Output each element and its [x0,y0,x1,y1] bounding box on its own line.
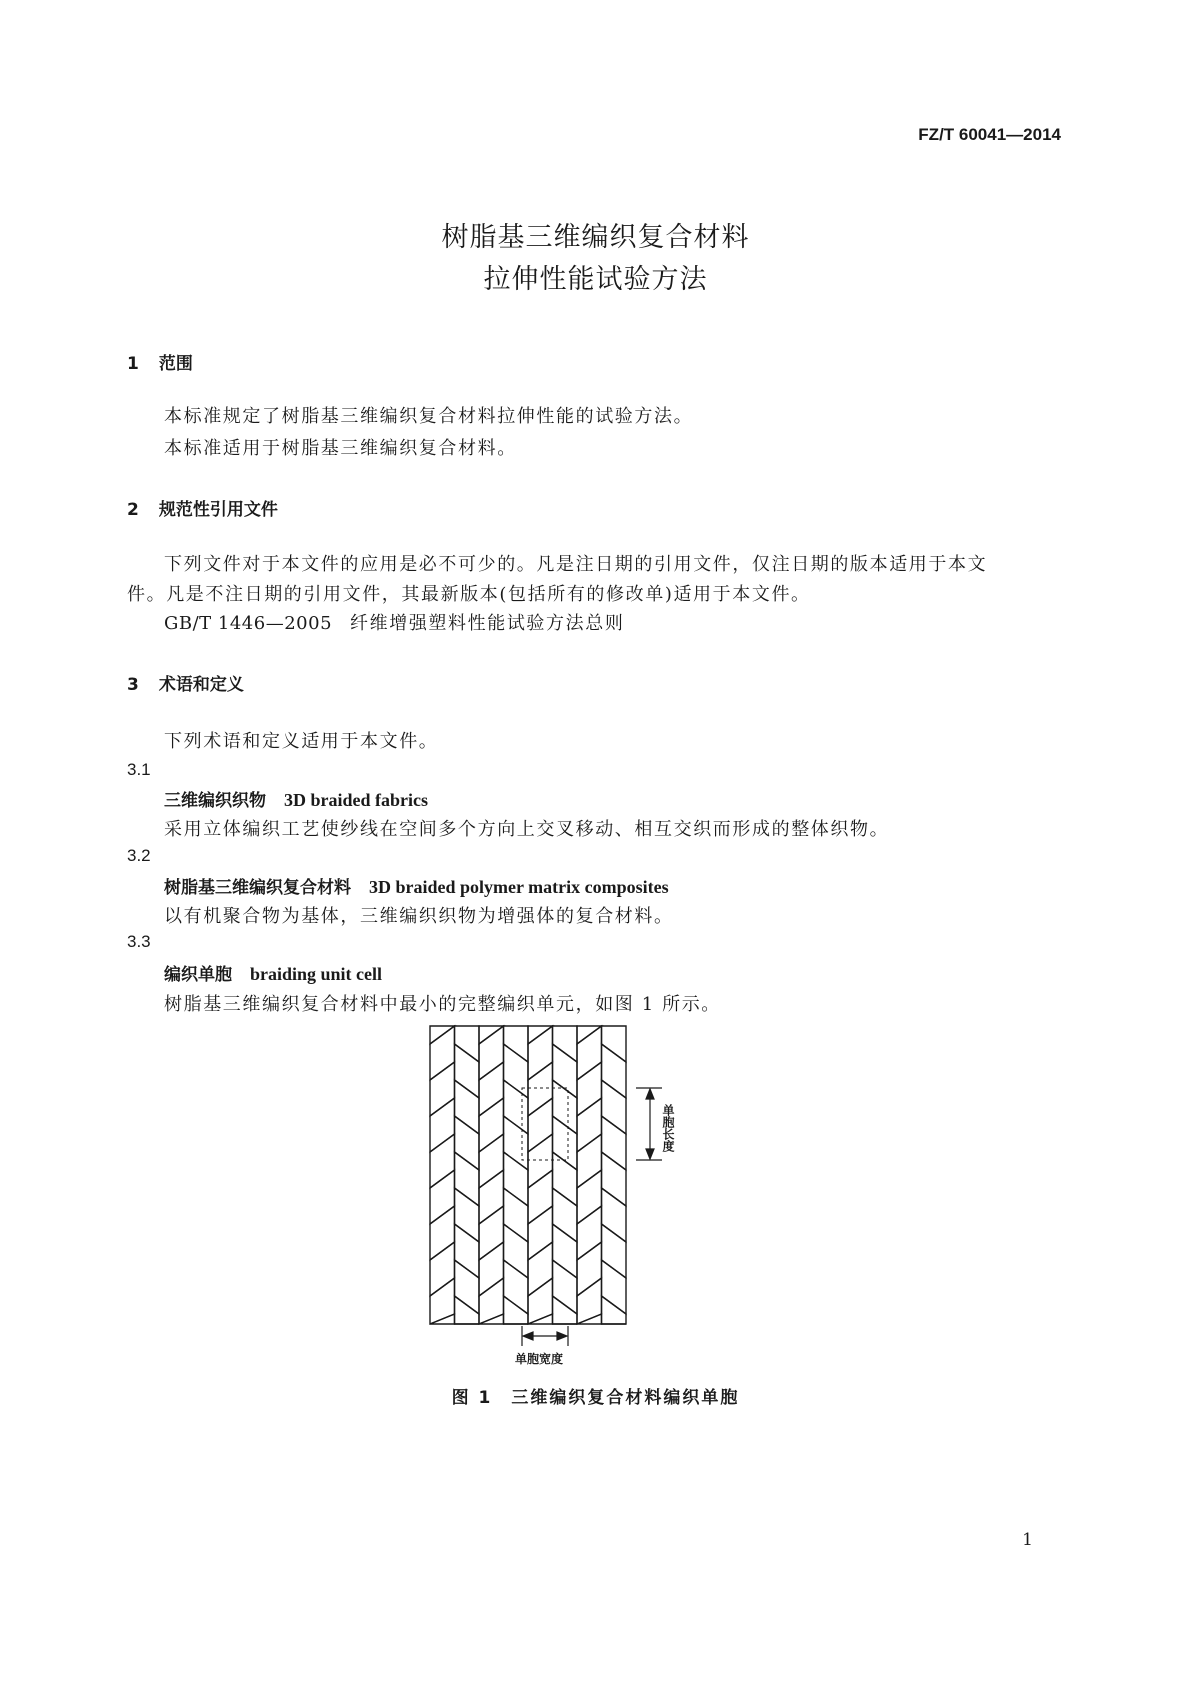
braid-strand [577,1062,602,1116]
section-2-para-1: 下列文件对于本文件的应用是必不可少的。凡是注日期的引用文件，仅注日期的版本适用于本文 [164,554,988,575]
braid-strand [528,1278,553,1324]
braid-strand [528,1098,553,1152]
term-3-2-en: 3D braided polymer matrix composites [369,877,669,897]
length-dimension [636,1088,662,1160]
braid-strand [577,1242,602,1296]
braid-strand [479,1062,504,1116]
figure-caption: 图 1 三维编织复合材料编织单胞 [451,1388,740,1408]
braid-strand [504,1026,529,1062]
braid-strand [430,1098,455,1152]
title-line-2: 拉伸性能试验方法 [483,264,708,295]
braid-strand [577,1170,602,1224]
braid-strand [479,1170,504,1224]
section-1-para-2: 本标准适用于树脂基三维编织复合材料。 [164,438,517,459]
braid-strand [455,1116,480,1170]
unit-cell-length-label: 单胞长度 [661,1104,675,1152]
braid-strand [577,1314,602,1324]
braid-strand [602,1260,627,1314]
section-3-number: 3 [127,675,139,695]
braid-strand [577,1134,602,1188]
braid-strand [479,1134,504,1188]
braid-strand [504,1296,529,1324]
term-3-2-definition: 以有机聚合物为基体，三维编织织物为增强体的复合材料。 [164,906,674,927]
braid-strand [504,1188,529,1242]
braid-strand [430,1026,455,1080]
braid-strand [430,1134,455,1188]
braid-strand [602,1044,627,1098]
section-2-number: 2 [127,500,139,520]
braid-strand [553,1188,578,1242]
term-3-3-zh: 编织单胞 [164,965,232,985]
section-1-para-1: 本标准规定了树脂基三维编织复合材料拉伸性能的试验方法。 [164,406,694,427]
braid-strand [455,1296,480,1324]
braid-strand [602,1224,627,1278]
unit-cell-outline [522,1088,568,1160]
section-2-para-2: 件。凡是不注日期的引用文件，其最新版本(包括所有的修改单)适用于本文件。 [127,584,811,605]
section-2-title: 规范性引用文件 [158,500,278,520]
term-3-2-number: 3.2 [127,846,151,865]
braid-strand [455,1080,480,1134]
term-3-1-zh: 三维编织织物 [164,791,266,811]
braid-strand [602,1296,627,1324]
braid-strand [528,1134,553,1188]
braid-strand [553,1224,578,1278]
braid-strand [528,1170,553,1224]
braid-strand [430,1206,455,1260]
braid-strand [504,1044,529,1098]
term-3-2-zh: 树脂基三维编织复合材料 [164,878,351,898]
braid-strand [577,1098,602,1152]
braid-strand [504,1224,529,1278]
braid-strand [504,1260,529,1314]
braid-strand [553,1026,578,1062]
braid-strand [430,1062,455,1116]
braid-strand [455,1224,480,1278]
braid-strand [602,1026,627,1062]
braid-strand [602,1080,627,1134]
braid-strand [528,1026,553,1080]
standard-number: FZ/T 60041—2014 [918,125,1061,144]
unit-cell-width-label: 单胞宽度 [515,1352,564,1366]
braid-strand [528,1062,553,1116]
braid-strand [504,1152,529,1206]
braid-strand [553,1296,578,1324]
section-3-intro: 下列术语和定义适用于本文件。 [164,731,439,752]
braid-strand [504,1116,529,1170]
braid-strand [602,1116,627,1170]
braid-strand [430,1278,455,1324]
term-3-3-definition: 树脂基三维编织复合材料中最小的完整编织单元，如图 1 所示。 [164,994,721,1015]
braid-strand [430,1242,455,1296]
section-1-number: 1 [127,354,139,374]
braid-strand [430,1170,455,1224]
braid-strand [528,1206,553,1260]
page-number: 1 [1022,1530,1033,1550]
braid-strand [602,1152,627,1206]
title-line-1: 树脂基三维编织复合材料 [441,222,750,253]
term-3-1-definition: 采用立体编织工艺使纱线在空间多个方向上交叉移动、相互交织而形成的整体织物。 [164,819,890,840]
braid-strand [479,1206,504,1260]
braid-strand [528,1242,553,1296]
braid-strand [455,1260,480,1314]
braid-strand [553,1116,578,1170]
braid-strand [602,1188,627,1242]
braid-strand [455,1026,480,1062]
braid-strand [479,1314,504,1324]
braid-strand [577,1206,602,1260]
term-3-1-number: 3.1 [127,760,151,779]
section-1-title: 范围 [158,354,193,374]
braid-strand [455,1044,480,1098]
reference-title: 纤维增强塑料性能试验方法总则 [350,613,625,634]
braid-strand [479,1026,504,1080]
braid-strand [430,1314,455,1324]
braid-strand [455,1188,480,1242]
section-3-title: 术语和定义 [158,675,244,695]
term-3-3-en: braiding unit cell [250,964,383,984]
braid-strand [553,1044,578,1098]
width-dimension [522,1326,568,1346]
braid-strand [528,1314,553,1324]
braid-strand [479,1242,504,1296]
braid-strand [577,1278,602,1324]
braid-strand [479,1278,504,1324]
braid-pattern [430,1026,626,1324]
reference-code: GB/T 1446—2005 [164,613,333,634]
braid-strand [455,1152,480,1206]
term-3-1-en: 3D braided fabrics [284,790,428,810]
term-3-3-number: 3.3 [127,932,151,951]
braid-strand [577,1026,602,1080]
braid-strand [553,1260,578,1314]
braid-strand [479,1098,504,1152]
